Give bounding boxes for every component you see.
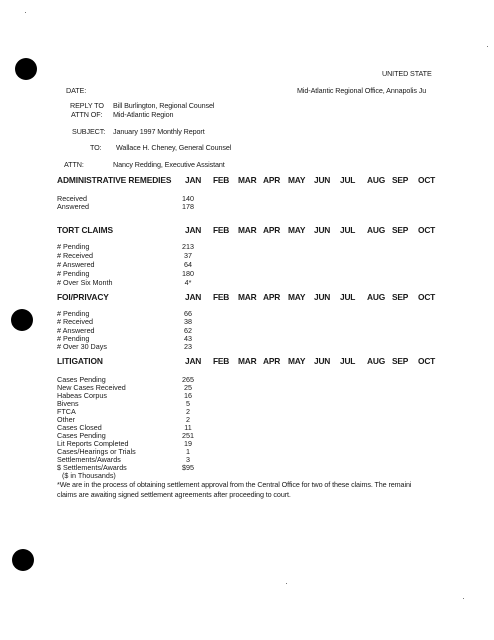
punch-hole-middle: [11, 309, 33, 331]
row-value: 37: [184, 251, 192, 260]
month-sep: SEP: [392, 292, 409, 302]
subject-label: SUBJECT:: [72, 127, 106, 136]
attn-of-label: ATTN OF:: [71, 110, 103, 119]
month-aug: AUG: [367, 225, 386, 235]
scan-speck: [487, 46, 488, 47]
row-label: Bivens: [57, 399, 79, 408]
month-feb: FEB: [213, 225, 230, 235]
row-label: Cases/Hearings or Trials: [57, 447, 136, 456]
row-label: # Over 30 Days: [57, 342, 107, 351]
month-feb: FEB: [213, 292, 230, 302]
section-title-litigation: LITIGATION: [57, 356, 103, 366]
month-jun: JUN: [314, 356, 331, 366]
row-value: 265: [182, 375, 194, 384]
row-label: $ Settlements/Awards: [57, 463, 127, 472]
row-value: 38: [184, 317, 192, 326]
row-label: Habeas Corpus: [57, 391, 107, 400]
month-jun: JUN: [314, 292, 331, 302]
row-label: # Answered: [57, 260, 95, 269]
to-label: TO:: [90, 143, 102, 152]
row-value: 16: [184, 391, 192, 400]
punch-hole-bottom: [12, 549, 34, 571]
row-value: 66: [184, 309, 192, 318]
month-jun: JUN: [314, 225, 331, 235]
subject-value: January 1997 Monthly Report: [113, 127, 205, 136]
month-may: MAY: [288, 225, 306, 235]
attn-of-value: Mid-Atlantic Region: [113, 110, 174, 119]
row-label: Cases Pending: [57, 375, 106, 384]
row-value: $95: [182, 463, 194, 472]
row-label: ($ in Thousands): [62, 471, 116, 480]
month-jan: JAN: [185, 175, 202, 185]
row-label: # Pending: [57, 269, 90, 278]
row-value: 19: [184, 439, 192, 448]
reply-to-label: REPLY TO: [70, 101, 104, 110]
row-label: Settlements/Awards: [57, 455, 121, 464]
punch-hole-top: [15, 58, 37, 80]
month-jan: JAN: [185, 292, 202, 302]
row-value: 140: [182, 194, 194, 203]
row-value: 25: [184, 383, 192, 392]
month-feb: FEB: [213, 175, 230, 185]
month-apr: APR: [263, 356, 281, 366]
row-value: 213: [182, 242, 194, 251]
month-mar: MAR: [238, 356, 257, 366]
month-may: MAY: [288, 356, 306, 366]
month-sep: SEP: [392, 225, 409, 235]
footnote-line-2: claims are awaiting signed settlement agreements after proceeding to court.: [57, 490, 291, 499]
attn-value: Nancy Redding, Executive Assistant: [113, 160, 225, 169]
scan-speck: [25, 12, 26, 13]
row-value: 251: [182, 431, 194, 440]
month-jan: JAN: [185, 356, 202, 366]
section-title-foi-privacy: FOI/PRIVACY: [57, 292, 109, 302]
row-value: 64: [184, 260, 192, 269]
row-label: # Answered: [57, 326, 95, 335]
row-label: Received: [57, 194, 87, 203]
month-mar: MAR: [238, 292, 257, 302]
reply-to-value: Bill Burlington, Regional Counsel: [113, 101, 215, 110]
row-label: Lit Reports Completed: [57, 439, 129, 448]
month-apr: APR: [263, 225, 281, 235]
row-value: 11: [184, 423, 192, 432]
month-oct: OCT: [418, 225, 436, 235]
row-value: 180: [182, 269, 194, 278]
row-value: 5: [186, 399, 190, 408]
month-oct: OCT: [418, 292, 436, 302]
office-name: Mid-Atlantic Regional Office, Annapolis Ju: [297, 86, 427, 95]
row-label: # Over Six Month: [57, 278, 113, 287]
month-apr: APR: [263, 292, 281, 302]
month-sep: SEP: [392, 175, 409, 185]
row-label: # Pending: [57, 334, 90, 343]
section-title-tort-claims: TORT CLAIMS: [57, 225, 113, 235]
row-value: 1: [186, 447, 190, 456]
row-label: Answered: [57, 202, 89, 211]
month-jan: JAN: [185, 225, 202, 235]
row-value: 23: [184, 342, 192, 351]
month-mar: MAR: [238, 175, 257, 185]
month-oct: OCT: [418, 356, 436, 366]
attn-label: ATTN:: [64, 160, 84, 169]
row-label: Cases Closed: [57, 423, 102, 432]
month-jul: JUL: [340, 225, 356, 235]
row-value: 2: [186, 415, 190, 424]
row-label: Cases Pending: [57, 431, 106, 440]
row-label: # Pending: [57, 242, 90, 251]
month-aug: AUG: [367, 292, 386, 302]
row-label: Other: [57, 415, 75, 424]
month-apr: APR: [263, 175, 281, 185]
row-value: 3: [186, 455, 190, 464]
row-value: 178: [182, 202, 194, 211]
scan-speck: [463, 598, 464, 599]
row-label: # Received: [57, 251, 93, 260]
month-aug: AUG: [367, 356, 386, 366]
org-name: UNITED STATE: [382, 69, 432, 78]
month-jul: JUL: [340, 292, 356, 302]
month-sep: SEP: [392, 356, 409, 366]
row-label: # Pending: [57, 309, 90, 318]
month-jul: JUL: [340, 175, 356, 185]
scan-speck: [286, 583, 287, 584]
section-title-admin-remedies: ADMINISTRATIVE REMEDIES: [57, 175, 172, 185]
month-may: MAY: [288, 292, 306, 302]
footnote-line-1: *We are in the process of obtaining settlement approval from the Central Office for two of these claims. The remaini: [57, 480, 412, 489]
month-may: MAY: [288, 175, 306, 185]
month-jul: JUL: [340, 356, 356, 366]
row-value: 4*: [184, 278, 192, 287]
month-jun: JUN: [314, 175, 331, 185]
to-value: Wallace H. Cheney, General Counsel: [116, 143, 232, 152]
row-value: 2: [186, 407, 190, 416]
row-label: # Received: [57, 317, 93, 326]
month-feb: FEB: [213, 356, 230, 366]
month-oct: OCT: [418, 175, 436, 185]
row-label: FTCA: [57, 407, 76, 416]
month-mar: MAR: [238, 225, 257, 235]
date-label: DATE:: [66, 86, 87, 95]
row-value: 43: [184, 334, 192, 343]
row-label: New Cases Received: [57, 383, 126, 392]
month-aug: AUG: [367, 175, 386, 185]
row-value: 62: [184, 326, 192, 335]
